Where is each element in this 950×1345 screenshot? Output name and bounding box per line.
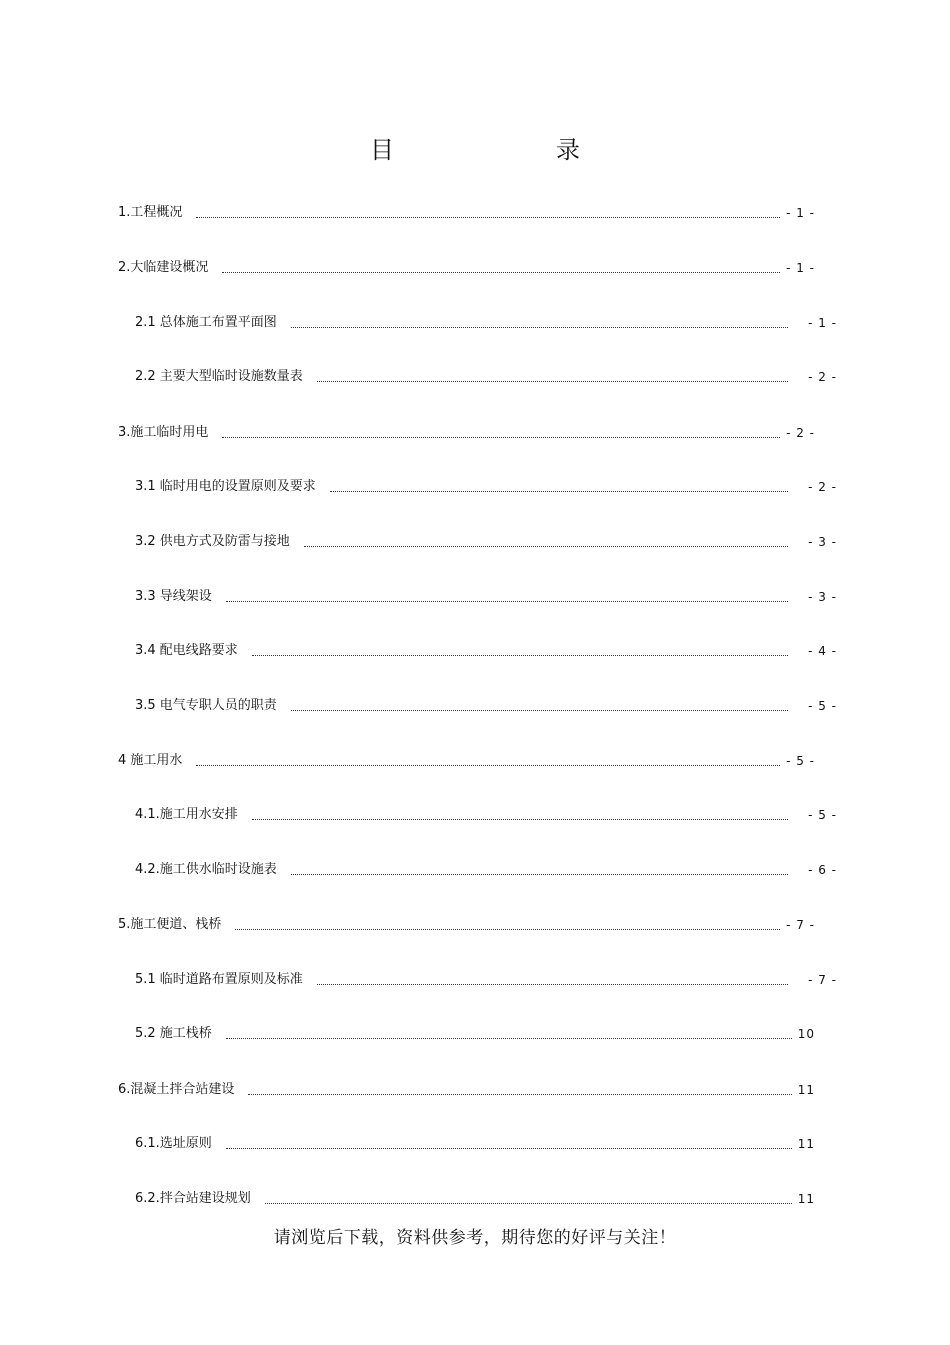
dot-leader xyxy=(235,915,782,935)
toc-entry-page: - 5 - xyxy=(808,699,837,713)
toc-entry[interactable] xyxy=(118,751,815,771)
toc-entry[interactable] xyxy=(135,532,837,552)
dot-leader xyxy=(330,477,790,497)
toc-entry[interactable] xyxy=(135,367,837,387)
dot-leader xyxy=(196,751,782,771)
toc-entry-page: - 7 - xyxy=(786,918,815,932)
dot-leader xyxy=(226,1134,794,1154)
toc-entry-page: 11 xyxy=(797,1083,815,1097)
toc-entry[interactable] xyxy=(118,423,815,443)
dot-leader xyxy=(196,203,782,223)
toc-entry-label: 3.施工临时用电 xyxy=(118,425,209,440)
toc-entry[interactable] xyxy=(118,1080,815,1100)
toc-entry-page: - 7 - xyxy=(808,973,837,987)
dot-leader xyxy=(291,860,790,880)
dot-leader xyxy=(317,367,790,387)
dot-leader xyxy=(317,970,790,990)
toc-entry-page: - 6 - xyxy=(808,863,837,877)
dot-leader xyxy=(291,313,790,333)
toc-entry-page: - 2 - xyxy=(808,480,837,494)
toc-entry-page: - 5 - xyxy=(808,808,837,822)
toc-entry-label: 6.2.拌合站建设规划 xyxy=(135,1191,251,1206)
dot-leader xyxy=(222,258,782,278)
toc-entry-label: 3.4 配电线路要求 xyxy=(135,643,238,658)
toc-entry-page: - 2 - xyxy=(786,426,815,440)
download-note: 请浏览后下载，资料供参考，期待您的好评与关注！ xyxy=(273,1228,677,1248)
toc-entry-label: 5.1 临时道路布置原则及标准 xyxy=(135,972,303,987)
toc-entry-label: 3.3 导线架设 xyxy=(135,589,212,604)
toc-entry-label: 4 施工用水 xyxy=(118,753,183,768)
dot-leader xyxy=(248,1080,793,1100)
toc-entry-page: - 1 - xyxy=(786,206,815,220)
toc-entry-label: 6.1.选址原则 xyxy=(135,1136,212,1151)
dot-leader xyxy=(304,532,790,552)
toc-entry[interactable] xyxy=(135,313,837,333)
dot-leader xyxy=(265,1189,794,1209)
toc-entry-label: 3.1 临时用电的设置原则及要求 xyxy=(135,479,316,494)
dot-leader xyxy=(226,587,790,607)
toc-entry-page: - 3 - xyxy=(808,590,837,604)
toc-entry-page: 11 xyxy=(797,1137,815,1151)
toc-entry[interactable] xyxy=(135,587,837,607)
toc-entry[interactable] xyxy=(135,805,837,825)
toc-entry[interactable] xyxy=(118,258,815,278)
toc-entry-label: 3.5 电气专职人员的职责 xyxy=(135,698,277,713)
toc-entry[interactable] xyxy=(135,641,837,661)
toc-entry-label: 2.1 总体施工布置平面图 xyxy=(135,315,277,330)
toc-entry[interactable] xyxy=(118,203,815,223)
toc-entry-label: 3.2 供电方式及防雷与接地 xyxy=(135,534,290,549)
dot-leader xyxy=(222,423,782,443)
toc-entry[interactable] xyxy=(135,477,837,497)
toc-entry[interactable] xyxy=(135,696,837,716)
toc-entry-label: 5.2 施工栈桥 xyxy=(135,1026,212,1041)
toc-entry-page: - 4 - xyxy=(808,644,837,658)
toc-entry-label: 5.施工便道、栈桥 xyxy=(118,917,222,932)
dot-leader xyxy=(252,805,790,825)
toc-entry-label: 4.1.施工用水安排 xyxy=(135,807,238,822)
toc-entry-label: 4.2.施工供水临时设施表 xyxy=(135,862,277,877)
toc-entry-page: - 3 - xyxy=(808,535,837,549)
toc-entry-page: - 1 - xyxy=(808,316,837,330)
toc-entry-label: 6.混凝土拌合站建设 xyxy=(118,1082,235,1097)
toc-entry[interactable] xyxy=(135,1024,815,1044)
dot-leader xyxy=(252,641,790,661)
toc-entry-label: 2.大临建设概况 xyxy=(118,260,209,275)
toc-entry[interactable] xyxy=(135,1134,815,1154)
toc-entry[interactable] xyxy=(118,915,815,935)
toc-entry-label: 2.2 主要大型临时设施数量表 xyxy=(135,369,303,384)
toc-entry-page: - 2 - xyxy=(808,370,837,384)
toc-entry-page: 10 xyxy=(797,1027,815,1041)
toc-entry-page: 11 xyxy=(797,1192,815,1206)
toc-title: 目 录 xyxy=(370,136,618,164)
dot-leader xyxy=(291,696,790,716)
dot-leader xyxy=(226,1024,794,1044)
toc-entry[interactable] xyxy=(135,860,837,880)
toc-entry-page: - 5 - xyxy=(786,754,815,768)
toc-entry-label: 1.工程概况 xyxy=(118,205,183,220)
toc-entry-page: - 1 - xyxy=(786,261,815,275)
toc-entry[interactable] xyxy=(135,970,837,990)
toc-entry[interactable] xyxy=(135,1189,815,1209)
